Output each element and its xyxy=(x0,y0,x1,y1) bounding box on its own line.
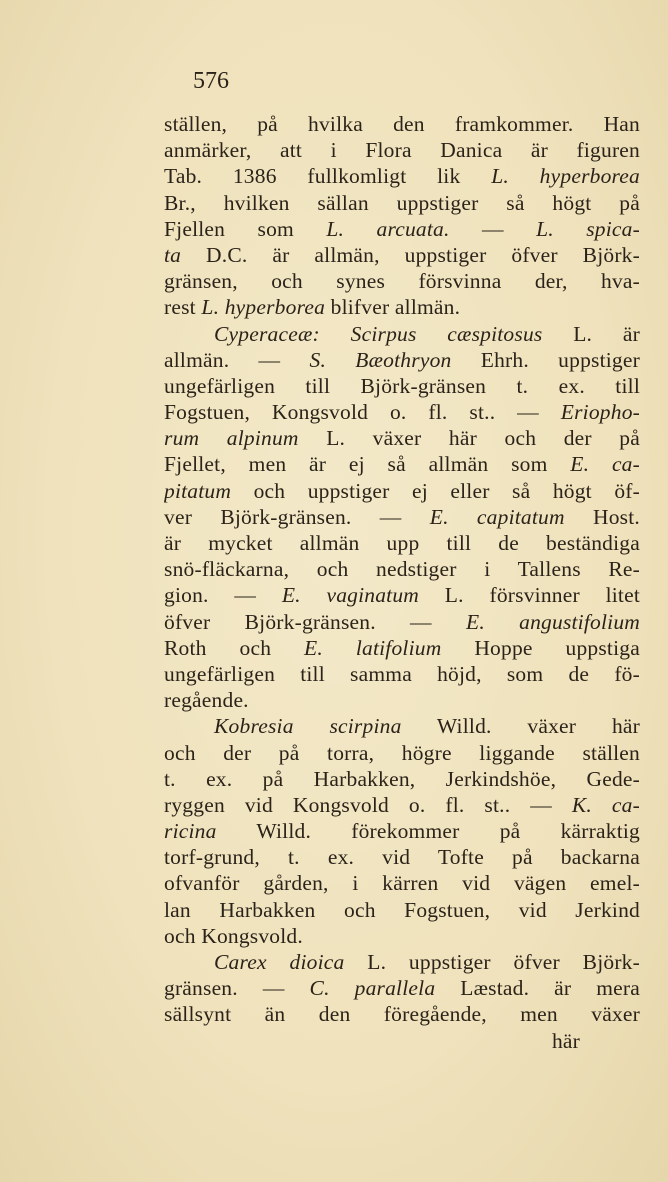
text-line xyxy=(164,818,640,844)
text-segment: Host. xyxy=(564,504,640,529)
text-line xyxy=(164,1001,640,1027)
text-segment: blifver allmän. xyxy=(325,295,461,320)
text-segment: snö-fläckarna, och nedstiger i Tallens Re- xyxy=(164,557,640,582)
text-line xyxy=(164,556,640,582)
text-segment: Hoppe uppstiga xyxy=(441,635,640,660)
italic-text: E. ca- xyxy=(570,452,640,477)
text-line xyxy=(164,373,640,399)
text-line xyxy=(164,347,640,373)
text-segment: Ehrh. uppstiger xyxy=(451,347,640,372)
catchword xyxy=(164,1028,640,1054)
text-line xyxy=(164,766,640,792)
text-line xyxy=(164,740,640,766)
text-segment: ver Björk-gränsen. — xyxy=(164,504,430,529)
text-segment: är mycket allmän upp till de beständiga xyxy=(164,531,640,555)
text-line xyxy=(164,399,640,425)
text-segment: Willd. förekommer på kärraktig xyxy=(216,819,640,844)
italic-text: ta xyxy=(164,242,182,267)
text-segment: allmän. — xyxy=(164,347,310,372)
text-segment: ryggen vid Kongsvold o. fl. st.. — xyxy=(164,792,572,817)
text-segment: gion. — xyxy=(164,583,282,608)
italic-text: E. vaginatum xyxy=(281,583,420,608)
text-line xyxy=(164,242,640,268)
text-segment: Fjellen som xyxy=(164,216,327,241)
text-line xyxy=(164,294,640,320)
text-segment: gränsen, och synes försvinna der, hva- xyxy=(164,269,640,294)
italic-text: Carex dioica xyxy=(214,950,345,974)
text-segment: sällsynt än den föregående, men växer xyxy=(164,1002,640,1027)
text-segment: ungefärligen till samma höjd, som de fö- xyxy=(164,661,640,686)
text-line xyxy=(164,687,640,713)
italic-text: K. ca- xyxy=(571,792,640,817)
text-line xyxy=(164,530,640,556)
text-segment: Tab. 1386 fullkomligt lik xyxy=(164,164,492,189)
text-segment: Roth och xyxy=(164,635,305,660)
text-line xyxy=(164,923,640,949)
italic-text: E. angustifolium xyxy=(465,609,640,634)
text-line xyxy=(164,975,640,1001)
text-line xyxy=(164,216,640,242)
italic-text: Kobresia scirpina xyxy=(214,714,402,739)
text-segment: Fjellet, men är ej så allmän som xyxy=(164,452,571,477)
text-line xyxy=(164,504,640,530)
text-segment: öfver Björk-gränsen. — xyxy=(164,609,466,634)
text-line xyxy=(164,478,640,504)
text-segment: torf-grund, t. ex. vid Tofte på backarna xyxy=(164,845,640,870)
text-segment: regående. xyxy=(164,688,249,713)
italic-text: Cyperaceæ: Scirpus cæspitosus xyxy=(214,321,543,346)
text-segment: ställen, på hvilka den framkommer. Han xyxy=(164,112,640,136)
text-line xyxy=(164,137,640,163)
italic-text: E. latifolium xyxy=(304,635,442,660)
italic-text: L. hyperborea xyxy=(491,164,640,189)
text-line xyxy=(164,111,640,137)
text-line xyxy=(164,844,640,870)
text-segment: och der på torra, högre liggande ställen xyxy=(164,740,640,765)
text-segment: gränsen. — xyxy=(164,976,310,1001)
text-line xyxy=(164,635,640,661)
text-line xyxy=(164,582,640,608)
text-segment: lan Harbakken och Fogstuen, vid Jerkind xyxy=(164,897,640,922)
text-segment: och uppstiger ej eller så högt öf- xyxy=(231,478,640,503)
italic-text: L. spica- xyxy=(536,216,640,241)
text-segment: D.C. är allmän, uppstiger öfver Björk- xyxy=(181,242,640,267)
text-line xyxy=(164,425,640,451)
text-line xyxy=(164,163,640,189)
text-segment: Fogstuen, Kongsvold o. fl. st.. — xyxy=(164,400,561,425)
italic-text: rum alpinum xyxy=(164,426,299,451)
text-segment: och Kongsvold. xyxy=(164,923,303,948)
italic-text: S. Bæothryon xyxy=(309,347,452,372)
italic-text: C. parallela xyxy=(309,976,436,1001)
text-segment: L. uppstiger öfver Björk- xyxy=(344,950,640,974)
text-line xyxy=(164,949,640,975)
text-segment: Br., hvilken sällan uppstiger så högt på xyxy=(164,190,640,215)
text-segment: ungefärligen till Björk-gränsen t. ex. till xyxy=(164,373,640,398)
text-segment: t. ex. på Harbakken, Jerkindshöe, Gede- xyxy=(164,766,640,791)
italic-text: ricina xyxy=(164,819,217,844)
text-line xyxy=(164,268,640,294)
text-segment: L. försvinner litet xyxy=(419,583,640,608)
text-line xyxy=(164,870,640,896)
text-segment: L. är xyxy=(542,321,640,346)
text-line xyxy=(164,321,640,347)
text-segment: L. växer här och der på xyxy=(298,426,640,451)
text-segment: Læstad. är mera xyxy=(435,976,640,1001)
italic-text: Eriopho- xyxy=(560,400,640,425)
text-segment: här xyxy=(551,1028,580,1053)
text-segment: Willd. växer här xyxy=(401,714,640,739)
text-line xyxy=(164,713,640,739)
text-segment: — xyxy=(449,216,537,241)
body-text xyxy=(164,111,640,1054)
text-line xyxy=(164,792,640,818)
text-line xyxy=(164,661,640,687)
text-line xyxy=(164,609,640,635)
italic-text: L. hyperborea xyxy=(201,295,326,320)
text-segment: anmärker, att i Flora Danica är figuren xyxy=(164,138,640,163)
text-line xyxy=(164,897,640,923)
italic-text: pitatum xyxy=(164,478,232,503)
text-line xyxy=(164,190,640,216)
text-segment: rest xyxy=(164,295,202,320)
text-segment: ofvanför gården, i kärren vid vägen emel- xyxy=(164,871,640,896)
italic-text: L. arcuata. xyxy=(326,216,450,241)
italic-text: E. capitatum xyxy=(429,504,565,529)
text-line xyxy=(164,451,640,477)
page-number: 576 xyxy=(193,68,229,94)
